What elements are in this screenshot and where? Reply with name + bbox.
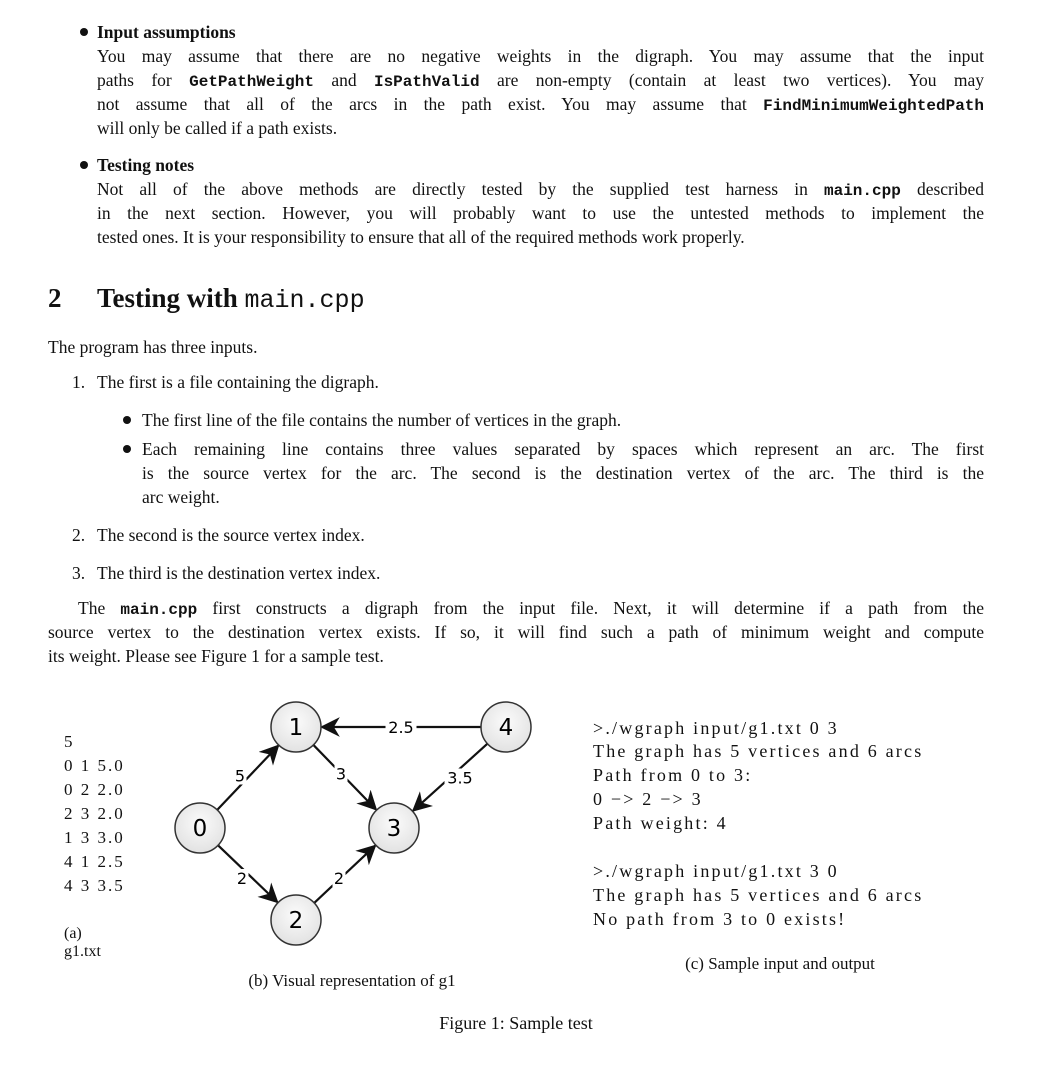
paragraph-line: The main.cpp first constructs a digraph from the input file. Next, it will determine if a path from the xyxy=(78,598,984,619)
edge-weight-label: 2 xyxy=(236,869,248,888)
paragraph-line: source vertex to the destination vertex exists. If so, it will find such a path of minimum weight and compute xyxy=(48,622,984,642)
text-line: tested ones. It is your responsibility to ensure that all of the required methods work properly. xyxy=(97,227,745,247)
g1-line: 4 1 2.5 xyxy=(64,852,125,871)
sub-bullet-line: Each remaining line contains three values separated by spaces which represent an arc. The first xyxy=(142,439,984,459)
sub-bullet-line: is the source vertex for the arc. The second is the destination vertex of the arc. The third is the xyxy=(142,463,984,483)
inline-code: FindMinimumWeightedPath xyxy=(763,97,984,115)
graph-edge xyxy=(217,746,278,810)
g1-line: 1 3 3.0 xyxy=(64,828,125,847)
text-line: not assume that all of the arcs in the path exist. You may assume that FindMinimumWeightedPath xyxy=(97,94,984,115)
terminal-line: The graph has 5 vertices and 6 arcs xyxy=(593,885,924,905)
inline-code: main.cpp xyxy=(824,182,901,200)
section-number: 2 xyxy=(48,283,62,313)
section-title-code: main.cpp xyxy=(244,286,365,315)
edge-weight-label: 3 xyxy=(335,764,347,784)
node-label: 4 xyxy=(498,715,514,741)
g1-line: 5 xyxy=(64,732,75,751)
caption-a-text: g1.txt xyxy=(64,943,101,960)
terminal-line: >./wgraph input/g1.txt 3 0 xyxy=(593,861,839,881)
text-line: in the next section. However, you will probably want to use the untested methods to implement the xyxy=(97,203,984,223)
terminal-line: Path from 0 to 3: xyxy=(593,765,753,785)
intro-text: The program has three inputs. xyxy=(48,337,258,357)
text-line: You may assume that there are no negative weights in the digraph. You may assume that the input xyxy=(97,46,984,66)
terminal-line: Path weight: 4 xyxy=(593,813,728,833)
list-number: 2. xyxy=(72,525,86,545)
bullet-title: Testing notes xyxy=(97,155,195,175)
g1-line: 0 2 2.0 xyxy=(64,780,125,799)
edge-weight-label: 5 xyxy=(234,766,246,786)
terminal-line: 0 −> 2 −> 3 xyxy=(593,789,703,809)
paragraph-line: its weight. Please see Figure 1 for a sample test. xyxy=(48,646,384,666)
list-item: The third is the destination vertex index. xyxy=(97,563,381,583)
edge-weight-label: 2 xyxy=(333,869,345,888)
edge-weight-label: 2.5 xyxy=(388,718,414,737)
terminal-line: No path from 3 to 0 exists! xyxy=(593,909,847,929)
g1-line: 2 3 2.0 xyxy=(64,804,125,823)
figure-caption: Figure 1: Sample test xyxy=(439,1013,593,1033)
sub-bullet: The first line of the file contains the number of vertices in the graph. xyxy=(142,410,622,430)
text-line: paths for GetPathWeight and IsPathValid are non-empty (contain at least two vertices). You may xyxy=(97,70,984,91)
list-item: The first is a file containing the digraph. xyxy=(97,372,379,392)
g1-line: 0 1 5.0 xyxy=(64,756,125,775)
inline-code: main.cpp xyxy=(120,601,198,619)
text-line: will only be called if a path exists. xyxy=(97,118,338,138)
node-label: 2 xyxy=(288,908,304,934)
node-label: 3 xyxy=(386,816,402,842)
terminal-line: >./wgraph input/g1.txt 0 3 xyxy=(593,718,839,738)
node-label: 0 xyxy=(192,816,208,842)
inline-code: GetPathWeight xyxy=(189,73,314,91)
terminal-line: The graph has 5 vertices and 6 arcs xyxy=(593,741,924,761)
node-label: 1 xyxy=(288,715,304,741)
caption-a-label: (a) xyxy=(64,925,82,942)
list-number: 3. xyxy=(72,563,86,583)
sub-bullet-line: arc weight. xyxy=(142,487,220,507)
bullet-title: Input assumptions xyxy=(97,22,236,42)
inline-code: IsPathValid xyxy=(373,73,480,91)
edge-weight-label: 3.5 xyxy=(447,768,473,788)
list-item: The second is the source vertex index. xyxy=(97,525,365,545)
caption-c: (c) Sample input and output xyxy=(685,954,875,973)
g1-line: 4 3 3.5 xyxy=(64,876,125,895)
caption-b: (b) Visual representation of g1 xyxy=(248,971,456,990)
section-heading: 2 Testing with main.cpp xyxy=(48,283,365,315)
text-line: Not all of the above methods are directly tested by the supplied test harness in main.cpp described xyxy=(97,179,984,200)
list-number: 1. xyxy=(72,372,86,392)
